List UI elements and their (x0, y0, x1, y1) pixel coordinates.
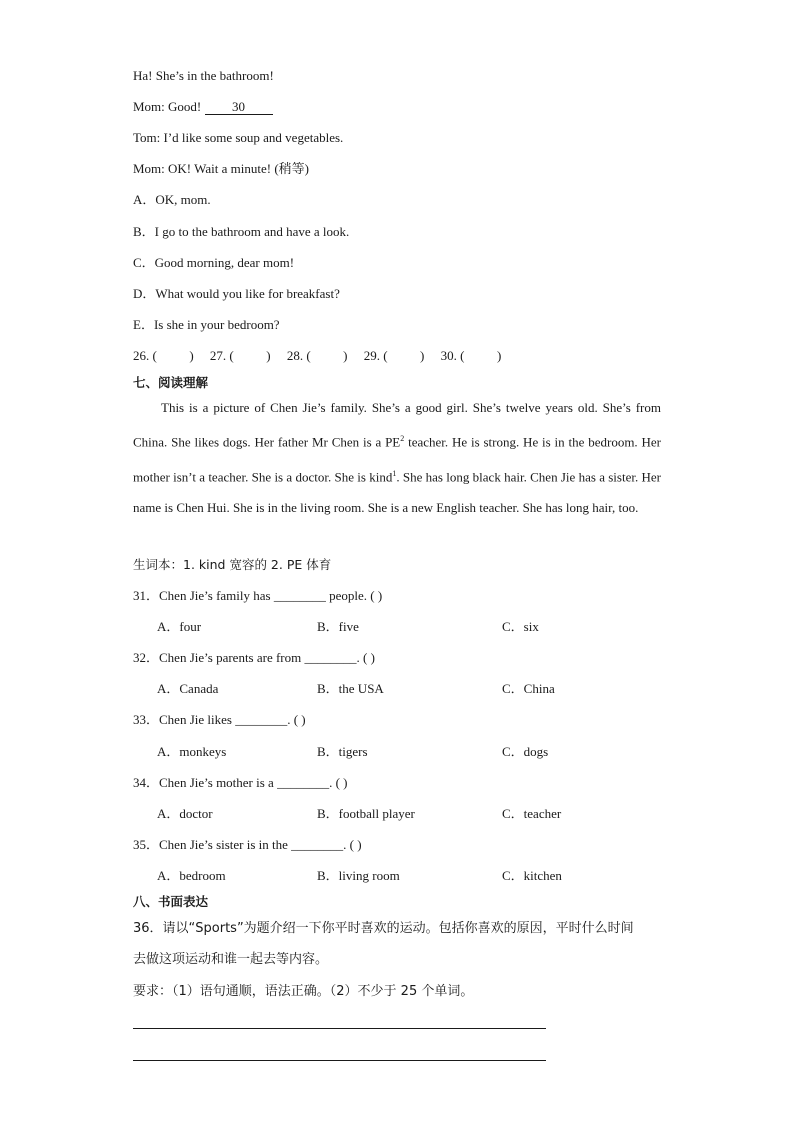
section-7-heading: 七、阅读理解 (133, 375, 209, 390)
question-number: 33． (133, 712, 160, 727)
dialogue-line-2-text: Mom: Good! (133, 99, 205, 114)
question-35 (133, 836, 362, 854)
footnote-2: 2 (400, 434, 405, 444)
q35-option-b[interactable]: B．living room (317, 868, 400, 883)
question-33 (133, 711, 306, 729)
writing-requirements: 要求：（1）语句通顺，语法正确。（2）不少于 25 个单词。 (133, 984, 474, 999)
question-number: 35． (133, 837, 160, 852)
dialogue-option-b: B．I go to the bathroom and have a look. (133, 224, 350, 239)
dialogue-line-1: Ha! She’s in the bathroom! (133, 68, 274, 83)
passage-part-1: This is a picture of Chen Jie’s family. She’s a good girl. She’s twelve years old. She’s from China. She likes dogs. Her father Mr Chen is a PE (133, 400, 661, 450)
question-36-line-1: 36．请以“Sports”为题介绍一下你平时喜欢的运动。包括你喜欢的原因，平时什么时间 (133, 921, 634, 936)
section-8-heading: 八、书面表达 (133, 894, 209, 909)
question-stem: Chen Jie’s sister is in the ________. ( ) (159, 837, 362, 852)
dialogue-line-3: Tom: I’d like some soup and vegetables. (133, 130, 344, 145)
answer-slots-26-30[interactable]: 26. ( ) 27. ( ) 28. ( ) 29. ( ) 30. ( ) (133, 348, 502, 363)
dialogue-option-e: E．Is she in your bedroom? (133, 317, 280, 332)
dialogue-option-d: D．What would you like for breakfast? (133, 286, 340, 301)
q31-option-b[interactable]: B．five (317, 619, 359, 634)
reading-passage (133, 392, 661, 523)
footnote-1: 1 (392, 468, 397, 478)
answer-blank-30[interactable]: 30 (205, 99, 273, 115)
passage-part-3: . She has long black hair. Chen Jie has a sister. Her name is Chen Hui. She is in the living room. She is a new English teacher. She has long hair, too. (133, 469, 661, 516)
dialogue-line-2 (133, 98, 273, 116)
q32-option-b[interactable]: B．the USA (317, 681, 384, 696)
question-stem: Chen Jie’s mother is a ________. ( ) (159, 775, 348, 790)
q34-option-a[interactable]: A．doctor (157, 806, 213, 821)
dialogue-line-4: Mom: OK! Wait a minute! (稍等) (133, 161, 309, 176)
question-stem: Chen Jie’s family has ________ people. ( ) (159, 588, 383, 603)
writing-answer-line-1[interactable] (133, 1028, 546, 1029)
question-34 (133, 774, 348, 792)
q32-option-a[interactable]: A．Canada (157, 681, 219, 696)
writing-answer-line-2[interactable] (133, 1060, 546, 1061)
q33-option-a[interactable]: A．monkeys (157, 744, 227, 759)
question-36-line-2: 去做这项运动和谁一起去等内容。 (133, 952, 329, 967)
q33-option-b[interactable]: B．tigers (317, 744, 368, 759)
q32-option-c[interactable]: C．China (502, 681, 555, 696)
q35-option-c[interactable]: C．kitchen (502, 868, 562, 883)
question-number: 34． (133, 775, 160, 790)
dialogue-option-a: A．OK, mom. (133, 192, 211, 207)
question-32 (133, 649, 375, 667)
q35-option-a[interactable]: A．bedroom (157, 868, 226, 883)
question-stem: Chen Jie’s parents are from ________. ( ) (159, 650, 375, 665)
q33-option-c[interactable]: C．dogs (502, 744, 549, 759)
question-number: 32． (133, 650, 160, 665)
q31-option-c[interactable]: C．six (502, 619, 539, 634)
q34-option-c[interactable]: C．teacher (502, 806, 562, 821)
passage-part-2: teacher. He is strong. He is in the bedroom. Her mother isn’t a teacher. She is a doctor. She is kind (133, 434, 661, 485)
vocab-note: 生词本：1. kind 宽容的 2. PE 体育 (133, 557, 332, 572)
q34-option-b[interactable]: B．football player (317, 806, 415, 821)
dialogue-option-c: C．Good morning, dear mom! (133, 255, 295, 270)
question-stem: Chen Jie likes ________. ( ) (159, 712, 306, 727)
q31-option-a[interactable]: A．four (157, 619, 202, 634)
question-31 (133, 587, 382, 605)
question-number: 31． (133, 588, 160, 603)
